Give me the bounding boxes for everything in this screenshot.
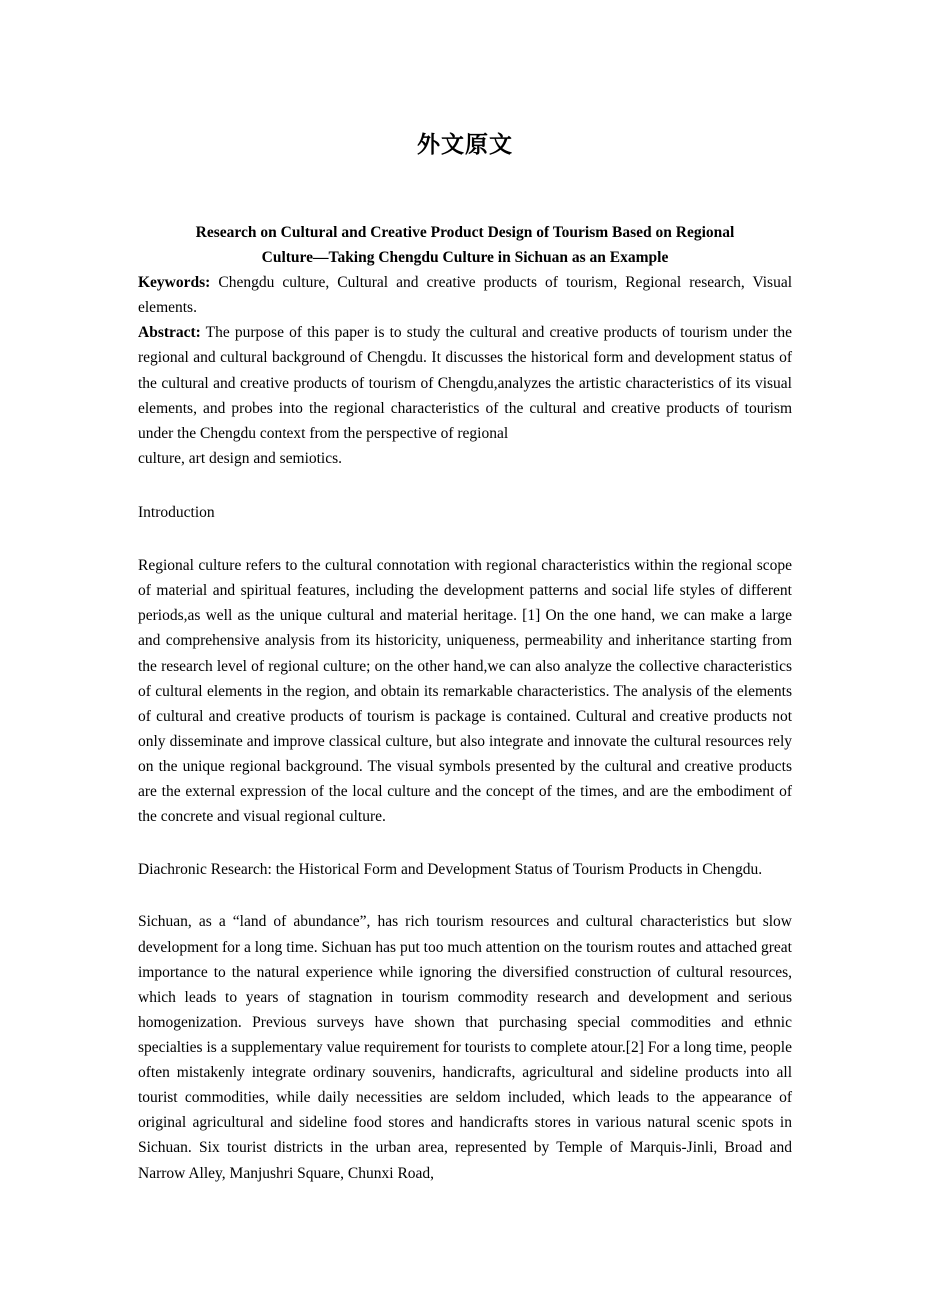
document-content <box>138 0 792 1186</box>
abstract-tail: culture, art design and semiotics. <box>138 449 343 467</box>
keywords-block <box>138 270 792 320</box>
paragraph-regional-culture: Regional culture refers to the cultural connotation with regional characteristics within the regional scope of material and spiritual features, including the development patterns and social life styles of different periods,as well as the unique cultural and material heritage. [1] On the one hand, we can make a large and comprehensive analysis from its historicity, uniqueness, permeability and inheritance starting from the research level of regional culture; on the other hand,we can also analyze the collective characteristics of cultural elements in the region, and obtain its remarkable characteristics. The analysis of the elements of cultural and creative products of tourism is package is contained. Cultural and creative products not only disseminate and improve classical culture, but also integrate and innovate the cultural resources rely on the unique regional background. The visual symbols presented by the cultural and creative products are the external expression of the local culture and the concept of the times, and are the embodiment of the concrete and visual regional culture. <box>138 557 792 826</box>
abstract-text: The purpose of this paper is to study the cultural and creative products of tourism under the regional and cultural background of Chengdu. It discusses the historical form and development status of the cultural and creative products of tourism of Chengdu,analyzes the artistic characteristics of its visual elements, and probes into the regional characteristics of the cultural and creative products of tourism under the Chengdu context from the perspective of regional <box>138 324 792 442</box>
page-title: 外文原文 <box>417 132 513 158</box>
abstract-label: Abstract: <box>138 324 201 342</box>
paper-title-line-1: Research on Cultural and Creative Product Design of Tourism Based on Regional <box>195 223 735 241</box>
paragraph-sichuan: Sichuan, as a “land of abundance”, has rich tourism resources and cultural characteristics but slow development for a long time. Sichuan has put too much attention on the tourism routes and attached great importance to the natural experience while ignoring the diversified construction of cultural resources, which leads to years of stagnation in tourism commodity research and development and serious homogenization. Previous surveys have shown that purchasing special commodities and ethnic specialties is a supplementary value requirement for tourists to complete atour.[2] For a long time, people often mistakenly integrate ordinary souvenirs, handicrafts, agricultural and sideline products into all tourist commodities, while daily necessities are seldom included, which leads to the appearance of original agricultural and sideline food stores and handicrafts stores in various natural scenic spots in Sichuan. Six tourist districts in the urban area, represented by Temple of Marquis-Jinli, Broad and Narrow Alley, Manjushri Square, Chunxi Road, <box>138 913 792 1182</box>
keywords-label: Keywords: <box>138 274 211 292</box>
keywords-text: Chengdu culture, Cultural and creative products of tourism, Regional research, Visual elements. <box>138 274 792 317</box>
paper-title-line-2: Culture—Taking Chengdu Culture in Sichuan as an Example <box>261 249 669 266</box>
section-heading-diachronic: Diachronic Research: the Historical Form and Development Status of Tourism Products in Chengdu. <box>138 861 763 879</box>
section-heading-introduction: Introduction <box>138 503 215 521</box>
abstract-block <box>138 320 792 446</box>
paper-title <box>138 220 792 270</box>
